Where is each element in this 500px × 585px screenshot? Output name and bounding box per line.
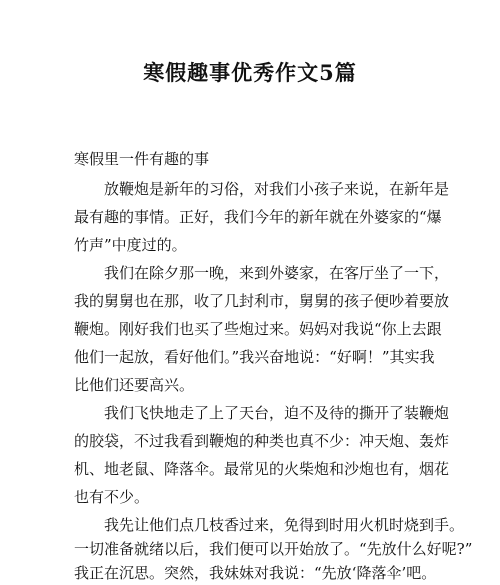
paragraph-4-line-1: 我先让他们点几枝香过来，免得到时用火机时烧到手。 [104,516,465,534]
paragraph-2-line-1: 我们在除夕那一晚，来到外婆家，在客厅坐了一下， [104,264,450,282]
paragraph-3-line-1: 我们飞快地走了上了天台，迫不及待的撕开了装鞭炮 [104,404,450,422]
paragraph-1-line-1: 放鞭炮是新年的习俗，对我们小孩子来说，在新年是 [104,180,450,198]
paragraph-2-line-4: 他们一起放，看好他们。”我兴奋地说：“好啊！”其实我 [74,348,435,366]
paragraph-2-line-2: 我的舅舅也在那，收了几封利市，舅舅的孩子便吵着要放 [74,292,450,310]
paragraph-4-line-2: 一切准备就绪以后，我们便可以开始放了。“先放什么好呢?” [74,540,473,558]
essay-subtitle: 寒假里一件有趣的事 [74,150,210,168]
paragraph-1-line-2: 最有趣的事情。正好，我们今年的新年就在外婆家的“爆 [74,208,442,226]
paragraph-1-line-3: 竹声”中度过的。 [74,236,187,254]
paragraph-4-line-3: 我正在沉思。突然，我妹妹对我说：“先放‘降落伞’吧。 [74,564,437,582]
document-title: 寒假趣事优秀作文5篇 [143,60,357,85]
paragraph-2-line-5: 比他们还要高兴。 [74,376,195,394]
paragraph-3-line-4: 也有不少。 [74,488,150,506]
paragraph-3-line-3: 机、地老鼠、降落伞。最常见的火柴炮和沙炮也有，烟花 [74,460,450,478]
paragraph-2-line-3: 鞭炮。刚好我们也买了些炮过来。妈妈对我说“你上去跟 [74,320,442,338]
paragraph-3-line-2: 的胶袋，不过我看到鞭炮的种类也真不少：冲天炮、轰炸 [74,432,450,450]
